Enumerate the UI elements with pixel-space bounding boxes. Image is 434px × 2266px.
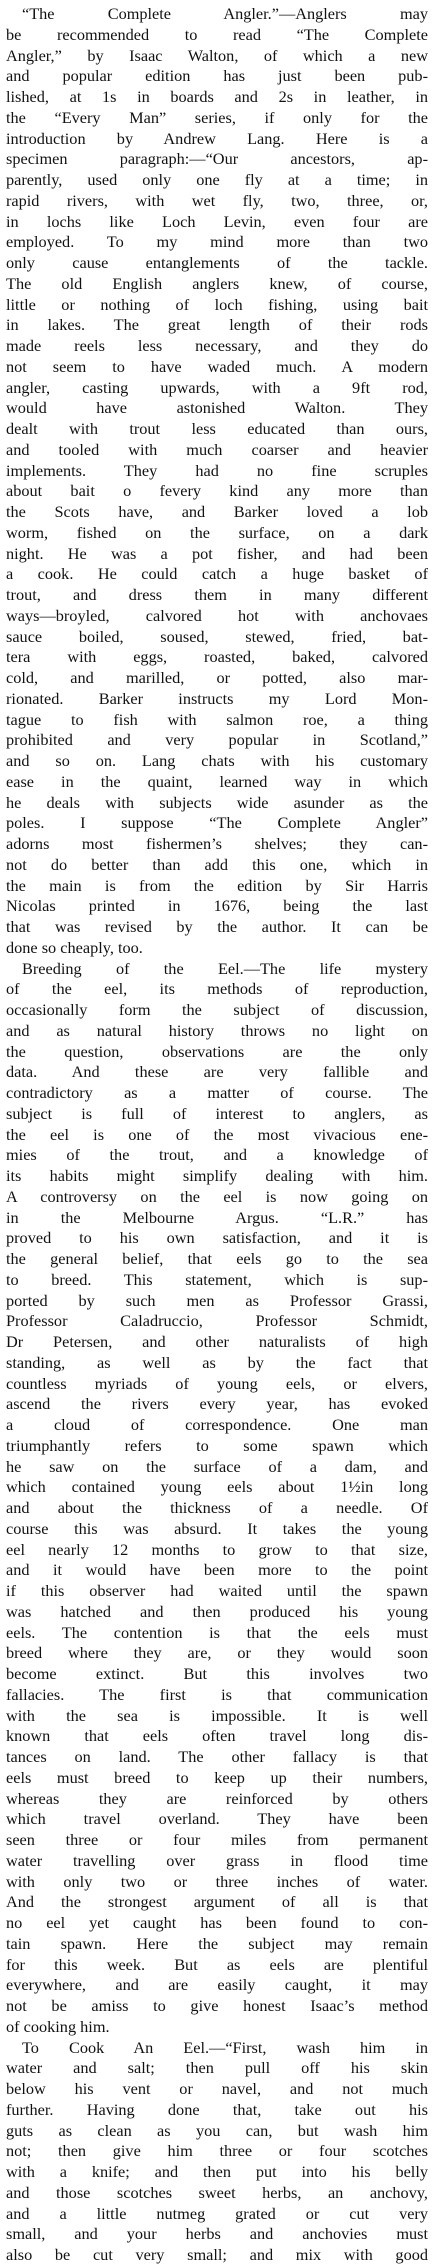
text-line: tances on land. The other fallacy is that — [6, 1747, 428, 1766]
paragraph-heading-line: “The Complete Angler.”—Anglers may — [22, 4, 428, 23]
text-line: And the strongest argument of all is that — [6, 1892, 428, 1912]
text-line: night. He was a pot fisher, and had been — [6, 543, 428, 563]
text-line: and those scotches sweet herbs, an anchovy, — [6, 2182, 428, 2202]
text-line: tain spawn. Here the subject may remain — [6, 1933, 428, 1953]
text-line: parently, used only one fly at a time; in — [6, 170, 428, 189]
text-line: adorns most fishermen’s shelves; they can- — [6, 834, 428, 853]
text-line: in lochs like Loch Levin, even four are — [6, 211, 428, 231]
text-line: the question, observations are the only — [6, 1041, 428, 1061]
text-line: everywhere, and are easily caught, it may — [6, 1975, 428, 1995]
text-line: small, and your herbs and anchovies must — [6, 2224, 428, 2244]
text-line: worm, fished on the surface, on a dark — [6, 522, 428, 542]
text-line: he saw on the surface of a dam, and — [6, 1456, 428, 1476]
text-line: standing, as well as by the fact that — [6, 1352, 428, 1372]
text-line: Dr Petersen, and other naturalists of high — [6, 1332, 428, 1351]
text-line: lished, at 1s in boards and 2s in leather, in — [6, 87, 428, 106]
text-line: to breed. This statement, which is sup- — [6, 1269, 428, 1289]
text-line: done so cheaply, too. — [6, 937, 143, 957]
text-line: in lakes. The great length of their rods — [6, 315, 428, 335]
text-line: no eel yet caught has been found to con- — [6, 1913, 428, 1932]
text-line: would have astonished Walton. They — [6, 398, 428, 418]
text-line: eels. The contention is that the eels must — [6, 1622, 428, 1642]
text-line: prohibited and very popular in Scotland,” — [6, 730, 428, 750]
text-line: and popular edition has just been pub- — [6, 66, 428, 86]
text-line: specimen paragraph:—“Our ancestors, ap- — [6, 149, 428, 169]
text-line: data. And these are very fallible and — [6, 1062, 428, 1082]
text-line: seen three or four miles from permanent — [6, 1830, 428, 1849]
text-line: water and salt; then pull off his skin — [6, 2058, 428, 2078]
text-line: below his vent or navel, and not much — [6, 2079, 428, 2098]
text-line: Professor Caladruccio, Professor Schmidt, — [6, 1311, 428, 1331]
text-line: was hatched and then produced his young — [6, 1601, 428, 1621]
text-line: he deals with subjects wide asunder as the — [6, 792, 428, 812]
text-line: ease in the quaint, learned way in which — [6, 771, 428, 791]
text-line: not seem to have waded much. A modern — [6, 356, 428, 376]
text-line: tague to fish with salmon roe, a thing — [6, 709, 428, 729]
text-line: the “Every Man” series, if only for the — [6, 107, 428, 127]
text-line: also be cut very small; and mix with good — [6, 2245, 428, 2264]
text-line: further. Having done that, take out his — [6, 2099, 428, 2119]
text-line: eel nearly 12 months to grow to that size, — [6, 1539, 428, 1559]
text-line: occasionally form the subject of discussion, — [6, 1000, 428, 1019]
text-line: with a knife; and then put into his belly — [6, 2162, 428, 2181]
text-line: the eel is one of the most vivacious ene- — [6, 1124, 428, 1144]
text-line: made reels less necessary, and they do — [6, 336, 428, 355]
text-line: with the sea is impossible. It is well — [6, 1705, 428, 1725]
text-line: a cook. He could catch a huge basket of — [6, 564, 428, 584]
text-line: proved to his own satisfaction, and it is — [6, 1228, 428, 1248]
text-line: implements. They had no fine scruples — [6, 460, 428, 480]
text-line: for this week. But as eels are plentiful — [6, 1954, 428, 1974]
text-line: be recommended to read “The Complete — [6, 24, 428, 44]
text-line: which travel overland. They have been — [6, 1809, 428, 1829]
text-line: trout, and dress them in many different — [6, 585, 428, 604]
text-line: the Scots have, and Barker loved a lob — [6, 502, 428, 521]
article-paragraph — [6, 2038, 428, 2266]
text-line: ways—broyled, calvored hot with anchovaes — [6, 605, 428, 625]
article-paragraph — [6, 4, 428, 959]
text-line: if this observer had waited until the spawn — [6, 1581, 428, 1600]
text-line: rapid rivers, with wet fly, two, three, or, — [6, 190, 428, 210]
text-line: about bait o fevery kind any more than — [6, 481, 428, 501]
text-line: and so on. Lang chats with his customary — [6, 751, 428, 770]
text-line: course this was absurd. It takes the young — [6, 1518, 428, 1538]
text-line: and as natural history throws no light on — [6, 1020, 428, 1040]
text-line: a cloud of correspondence. One man — [6, 1415, 428, 1434]
text-line: angler, casting upwards, with a 9ft rod, — [6, 377, 428, 397]
text-line: in the Melbourne Argus. “L.R.” has — [6, 1207, 428, 1227]
text-line: ported by such men as Professor Grassi, — [6, 1290, 428, 1310]
text-line: countless myriads of young eels, or elvers, — [6, 1373, 428, 1393]
text-line: tera with eggs, roasted, baked, calvored — [6, 647, 428, 667]
text-line: the general belief, that eels go to the sea — [6, 1249, 428, 1268]
text-line: of the eel, its methods of reproduction, — [6, 979, 428, 999]
text-line: guts as clean as you can, but wash him — [6, 2120, 428, 2140]
text-line: become extinct. But this involves two — [6, 1664, 428, 1683]
text-line: and about the thickness of a needle. Of — [6, 1498, 428, 1517]
text-line: ascend the rivers every year, has evoked — [6, 1394, 428, 1414]
text-line: which contained young eels about 1½in long — [6, 1477, 428, 1497]
text-line: and it would have been more to the point — [6, 1560, 428, 1580]
paragraph-heading-line: Breeding of the Eel.—The life mystery — [22, 958, 428, 978]
article-paragraph — [6, 959, 428, 2038]
text-line: fallacies. The first is that communication — [6, 1684, 428, 1704]
text-line: Nicolas printed in 1676, being the last — [6, 896, 428, 916]
text-line: of cooking him. — [6, 2016, 110, 2036]
text-line: little or nothing of loch fishing, using bait — [6, 294, 428, 314]
text-line: A controversy on the eel is now going on — [6, 1186, 428, 1206]
text-line: The old English anglers knew, of course, — [6, 273, 428, 293]
text-line: whereas they are reinforced by others — [6, 1788, 428, 1808]
text-line: mies of the trout, and a knowledge of — [6, 1145, 428, 1165]
paragraph-heading-line: To Cook An Eel.—“First, wash him in — [22, 2037, 428, 2057]
text-line: breed where they are, or they would soon — [6, 1643, 428, 1663]
text-line: and tooled with much coarser and heavier — [6, 439, 428, 459]
text-line: known that eels often travel long dis- — [6, 1726, 428, 1746]
text-line: not do better than add this one, which in — [6, 854, 428, 874]
text-line: and a little nutmeg grated or cut very — [6, 2203, 428, 2223]
text-line: only cause entanglements of the tackle. — [6, 253, 428, 272]
text-line: eels must breed to keep up their numbers, — [6, 1767, 428, 1787]
text-line: that was revised by the author. It can be — [6, 917, 428, 936]
text-line: Angler,” by Isaac Walton, of which a new — [6, 45, 428, 65]
text-line: contradictory as a matter of course. The — [6, 1083, 428, 1102]
text-line: employed. To my mind more than two — [6, 232, 428, 252]
text-line: the main is from the edition by Sir Harris — [6, 875, 428, 895]
text-line: its habits might simplify dealing with him. — [6, 1166, 428, 1185]
text-line: triumphantly refers to some spawn which — [6, 1435, 428, 1455]
text-line: not be amiss to give honest Isaac’s method — [6, 1996, 428, 2015]
text-line: sauce boiled, soused, stewed, fried, bat- — [6, 626, 428, 646]
text-line: cold, and marilled, or potted, also mar- — [6, 668, 428, 687]
text-line: with only two or three inches of water. — [6, 1871, 428, 1891]
text-line: rionated. Barker instructs my Lord Mon- — [6, 688, 428, 708]
text-line: dealt with trout less educated than ours, — [6, 419, 428, 438]
text-line: water travelling over grass in flood time — [6, 1850, 428, 1870]
text-line: subject is full of interest to anglers, as — [6, 1103, 428, 1123]
text-line: introduction by Andrew Lang. Here is a — [6, 128, 428, 148]
text-line: poles. I suppose “The Complete Angler” — [6, 813, 428, 833]
text-line: not; then give him three or four scotches — [6, 2141, 428, 2161]
